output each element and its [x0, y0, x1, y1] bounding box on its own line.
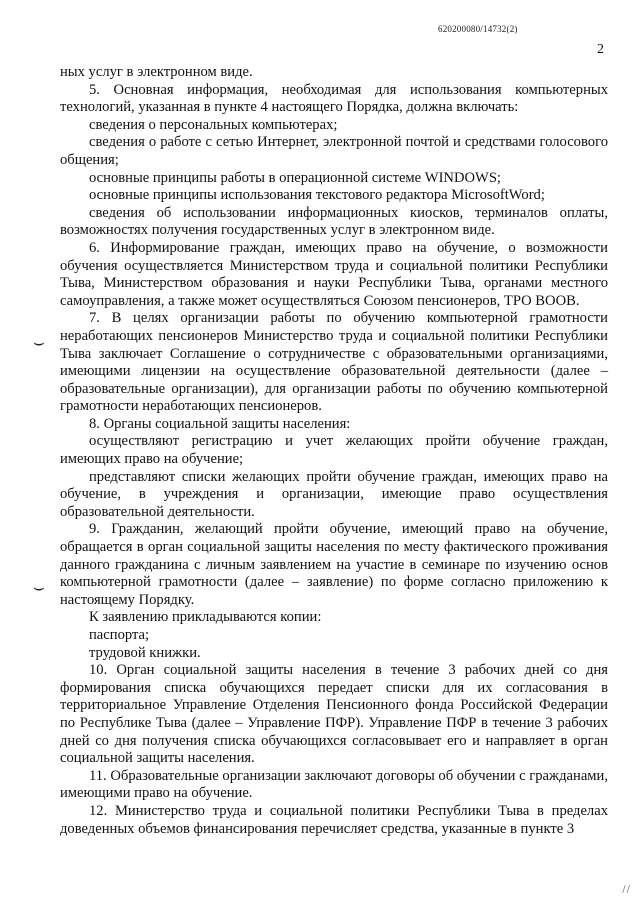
paragraph: 8. Органы социальной защиты населения: [89, 415, 351, 432]
paragraph: 11. Образовательные организации заключают договоры об обучении с гражданами, имеющими право на обучение. [60, 767, 608, 802]
paragraph: К заявлению прикладываются копии: [89, 609, 322, 626]
paragraph: паспорта; [89, 627, 150, 643]
paragraph: ных услуг в электронном виде. [60, 64, 253, 80]
paragraph: 6. Информирование граждан, имеющих право на обучение, о возможности обучения осуществляется Министерством труда и социальной политики Республики Тыва, Министерством образования и науки Республики Тыва, органами местного самоуправления, а также может осуществляться Союзом пенсионеров, ТРО ВООВ. [60, 239, 608, 309]
document-code: 620200080/14732(2) [438, 24, 518, 34]
margin-scan-mark: ⌣ [33, 332, 45, 352]
paragraph: сведения об использовании информационных киосков, терминалов оплаты, возможностях получения государственных услуг в электронном виде. [60, 204, 608, 239]
paragraph: основные принципы использования текстового редактора MicrosoftWord; [89, 187, 545, 204]
paragraph: 10. Орган социальной защиты населения в течение 3 рабочих дней со дня формирования списка обучающихся передает списки для их согласования в территориальное Управление Отделения Пенсионного фонда Российской Федерации по Республике Тыва (далее – Управление ПФР). Управление ПФР в течение 3 рабочих дней со дня получения списка обучающихся согласовывает его и направляет в орган социальной защиты населения. [60, 662, 608, 767]
page-number: 2 [597, 42, 604, 57]
paragraph: осуществляют регистрацию и учет желающих пройти обучение граждан, имеющих право на обучение; [60, 433, 608, 468]
margin-scan-mark: ⌣ [33, 577, 45, 597]
paragraph: представляют списки желающих пройти обучение граждан, имеющих право на обучение, в учреждения и организации, имеющие право осуществления образовательной деятельности. [60, 468, 608, 520]
paragraph: трудовой книжки. [89, 644, 201, 661]
paragraph: сведения о персональных компьютерах; [89, 116, 338, 133]
paragraph: сведения о работе с сетью Интернет, электронной почтой и средствами голосового общения; [60, 134, 608, 168]
corner-scan-mark: / / [622, 884, 630, 895]
paragraph: 12. Министерство труда и социальной политики Республики Тыва в пределах доведенных объемов финансирования перечисляет средства, указанные в пункте 3 [60, 802, 608, 837]
document-body [60, 64, 608, 838]
paragraph: 7. В целях организации работы по обучению компьютерной грамотности неработающих пенсионеров Министерство труда и социальной политики Республики Тыва заключает Соглашение о сотрудничестве с образовательными организациями, имеющими лицензии на осуществление образовательной деятельности (далее – образовательные организации), для организации работы по обучению компьютерной грамотности неработающих пенсионеров. [60, 310, 608, 415]
paragraph: 9. Гражданин, желающий пройти обучение, имеющий право на обучение, обращается в орган социальной защиты населения по месту фактического проживания данного гражданина с личным заявлением на участие в семинаре по изучению основ компьютерной грамотности (далее – заявление) по форме согласно приложению к настоящему Порядку. [60, 521, 608, 608]
paragraph: 5. Основная информация, необходимая для использования компьютерных технологий, указанная в пункте 4 настоящего Порядка, должна включать: [60, 81, 608, 116]
paragraph: основные принципы работы в операционной системе WINDOWS; [89, 169, 501, 186]
